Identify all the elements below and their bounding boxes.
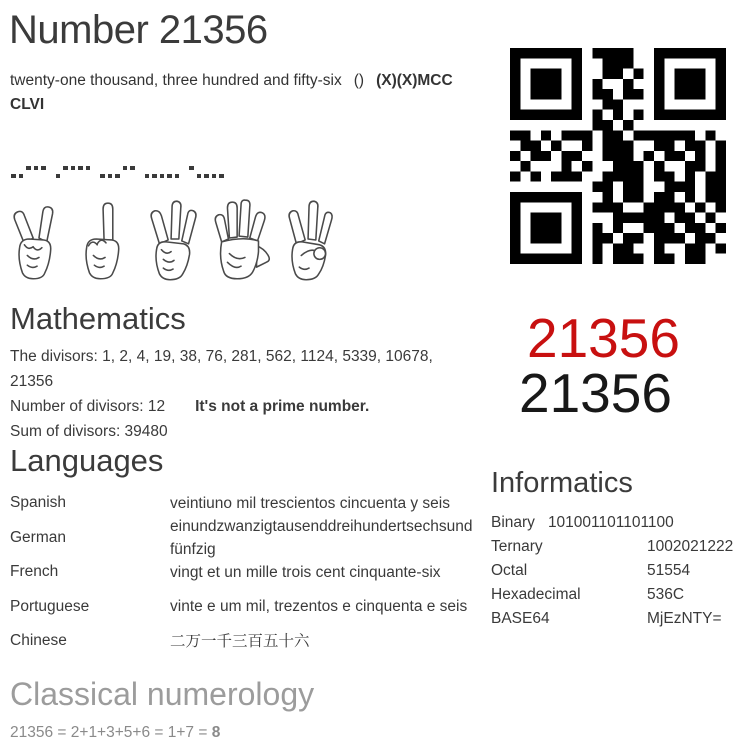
informatics-label: BASE64	[491, 610, 550, 627]
morse-dot	[219, 174, 224, 179]
language-row	[10, 624, 482, 659]
informatics-row	[491, 607, 741, 631]
morse-dash	[71, 166, 76, 171]
languages-heading: Languages	[10, 443, 164, 478]
informatics-row	[491, 559, 741, 583]
informatics-row	[491, 535, 741, 559]
mathematics-body	[10, 344, 476, 444]
language-row	[10, 590, 482, 625]
morse-dot	[212, 174, 217, 179]
informatics-label: Hexadecimal	[491, 586, 581, 603]
morse-dot	[100, 174, 105, 179]
hand-sign-1-icon	[74, 194, 138, 284]
morse-dot	[167, 174, 172, 179]
numerology-equation	[10, 724, 220, 742]
hand-sign-6-icon	[278, 194, 342, 284]
language-label: Chinese	[10, 632, 67, 650]
hand-sign-3-icon	[142, 194, 206, 284]
informatics-value: 536C	[647, 586, 685, 603]
informatics-label: Ternary	[491, 538, 543, 555]
morse-dash	[63, 166, 68, 171]
informatics-heading: Informatics	[491, 467, 633, 499]
language-value: 二万一千三百五十六	[170, 632, 310, 650]
morse-dot	[204, 174, 209, 179]
morse-dash	[86, 166, 91, 171]
equation-result: 8	[211, 724, 221, 741]
divisor-count-line	[10, 394, 476, 419]
big-number-black: 21356	[519, 362, 672, 424]
language-row	[10, 517, 482, 558]
prime-note: It's not a prime number.	[195, 398, 370, 415]
word-form-text: twenty-one thousand, three hundred and fifty-six	[10, 72, 342, 89]
page-title: Number 21356	[9, 8, 268, 52]
divisor-count: Number of divisors: 12	[10, 398, 166, 415]
qr-code	[510, 48, 726, 264]
language-label: German	[10, 528, 66, 546]
language-value: veintiuno mil trescientos cincuenta y seis	[170, 494, 450, 512]
divisors-line: The divisors: 1, 2, 4, 19, 38, 76, 281, 562, 1124, 5339, 10678, 21356	[10, 348, 433, 390]
number-word-form	[10, 69, 480, 117]
language-row	[10, 555, 482, 590]
informatics-value: 1002021222	[647, 538, 734, 555]
morse-dot	[197, 174, 202, 179]
morse-dash	[34, 166, 39, 171]
informatics-value: MjEzNTY=	[647, 610, 722, 627]
informatics-value: 51554	[647, 562, 691, 579]
morse-dash	[130, 166, 135, 171]
morse-dot	[108, 174, 113, 179]
informatics-row	[491, 583, 741, 607]
morse-dash	[26, 166, 31, 171]
informatics-label: Octal	[491, 562, 528, 579]
language-label: French	[10, 563, 59, 581]
language-label: Portuguese	[10, 597, 90, 615]
hand-sign-5-icon	[210, 194, 274, 284]
hand-signs	[6, 194, 346, 284]
morse-dot	[56, 174, 61, 179]
morse-code	[11, 162, 227, 178]
morse-dash	[189, 166, 194, 171]
languages-table	[10, 486, 482, 659]
equation-text: 21356 = 2+1+3+5+6 = 1+7 =	[10, 724, 212, 741]
mathematics-heading: Mathematics	[10, 301, 186, 336]
language-value: vingt et un mille trois cent cinquante-six	[170, 563, 441, 581]
morse-dot	[152, 174, 157, 179]
morse-dot	[175, 174, 180, 179]
roman-numeral: (X)(X)MCC	[376, 72, 453, 89]
big-number-red: 21356	[527, 307, 680, 369]
informatics-row	[491, 511, 741, 535]
language-value: einundzwanzigtausenddreihundertsechsundfünfzig	[170, 517, 473, 558]
roman-numeral-continued: CLVI	[10, 96, 45, 113]
morse-dot	[160, 174, 165, 179]
morse-dash	[123, 166, 128, 171]
hand-sign-2-icon	[6, 194, 70, 284]
morse-dash	[78, 166, 83, 171]
numerology-heading: Classical numerology	[10, 676, 315, 712]
informatics-value: 101001101101100	[547, 514, 674, 531]
language-value: vinte e um mil, trezentos e cinquenta e seis	[170, 598, 468, 616]
informatics-label: Binary	[491, 514, 535, 531]
language-label: Spanish	[10, 494, 67, 512]
morse-dash	[41, 166, 46, 171]
morse-dot	[115, 174, 120, 179]
morse-dot	[19, 174, 24, 179]
morse-dot	[145, 174, 150, 179]
morse-dot	[11, 174, 16, 179]
parenthetical: ()	[353, 72, 365, 89]
sum-of-divisors-line: Sum of divisors: 39480	[10, 423, 168, 440]
informatics-table	[491, 511, 741, 631]
